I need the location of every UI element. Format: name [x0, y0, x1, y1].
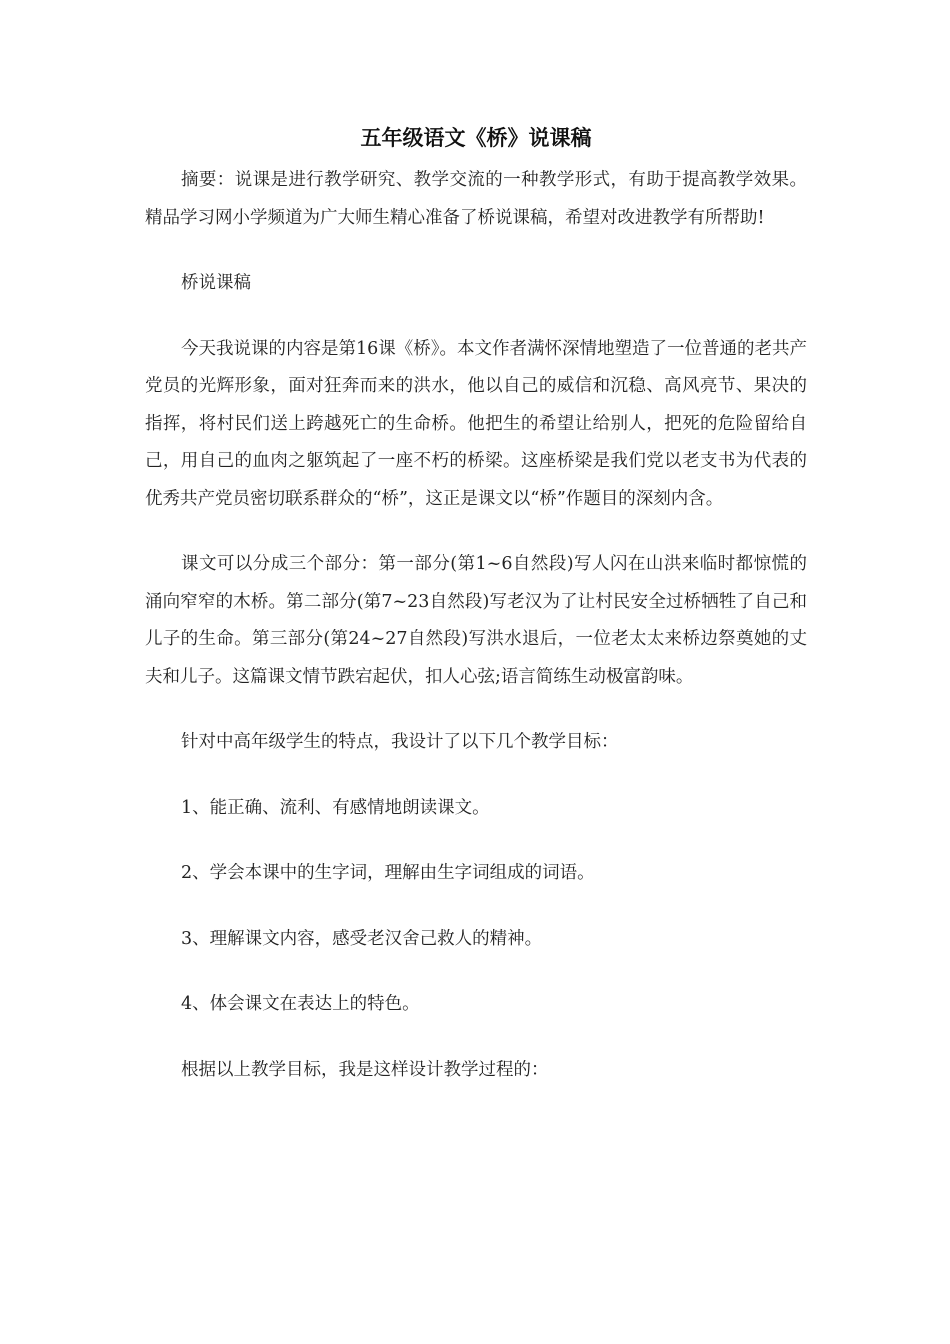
structure-paragraph: 课文可以分成三个部分：第一部分(第1~6自然段)写人闪在山洪来临时都惊慌的涌向窄窄的木桥。第二部分(第7~23自然段)写老汉为了让村民安全过桥牺牲了自己和儿子的生命。第三部分(第24~27自然段)写洪水退后，一位老太太来桥边祭奠她的丈夫和儿子。这篇课文情节跌宕起伏，扣人心弦;语言简练生动极富韵味。: [145, 554, 807, 687]
paragraph-gap: [145, 303, 807, 331]
paragraph-gap: [145, 958, 807, 986]
paragraph-gap: [145, 518, 807, 546]
goal-item-4: 4、体会课文在表达上的特色。: [181, 994, 420, 1014]
goal-item-2: 2、学会本课中的生字词，理解由生字词组成的词语。: [181, 863, 595, 883]
process-intro-paragraph: 根据以上教学目标，我是这样设计教学过程的：: [181, 1059, 549, 1080]
abstract-paragraph: 摘要：说课是进行教学研究、教学交流的一种教学形式，有助于提高教学效果。精品学习网小学频道为广大师生精心准备了桥说课稿，希望对改进教学有所帮助!: [145, 170, 807, 228]
paragraph-gap: [145, 696, 807, 724]
document-title: 五年级语文《桥》说课稿: [360, 126, 592, 150]
paragraph-gap: [145, 237, 807, 265]
goal-item-3: 3、理解课文内容，感受老汉舍己救人的精神。: [181, 928, 543, 949]
paragraph-gap: [145, 893, 807, 921]
goal-item-1: 1、能正确、流利、有感情地朗读课文。: [181, 797, 490, 818]
subtitle-paragraph: 桥说课稿: [181, 273, 251, 293]
paragraph-gap: [145, 827, 807, 855]
goals-intro-paragraph: 针对中高年级学生的特点，我设计了以下几个教学目标：: [181, 732, 619, 752]
document-body: [145, 118, 807, 1089]
paragraph-gap: [145, 762, 807, 790]
intro-paragraph: 今天我说课的内容是第16课《桥》。本文作者满怀深情地塑造了一位普通的老共产党员的光辉形象，面对狂奔而来的洪水，他以自己的威信和沉稳、高风亮节、果决的指挥，将村民们送上跨越死亡的生命桥。他把生的希望让给别人，把死的危险留给自己，用自己的血肉之躯筑起了一座不朽的桥梁。这座桥梁是我们党以老支书为代表的优秀共产党员密切联系群众的“桥”，这正是课文以“桥”作题目的深刻内含。: [145, 338, 808, 509]
paragraph-gap: [145, 1024, 807, 1052]
